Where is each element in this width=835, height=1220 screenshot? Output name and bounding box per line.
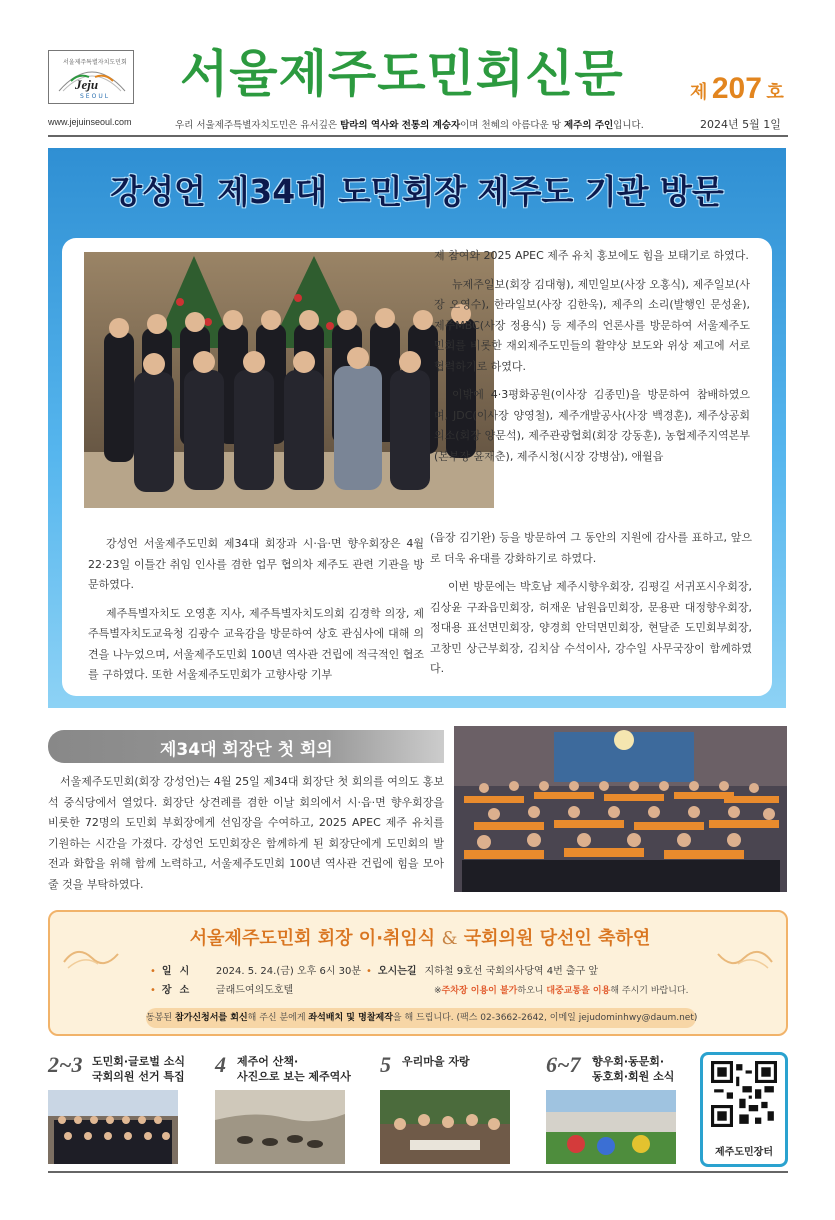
index-item-2-3[interactable] xyxy=(48,1052,208,1167)
issue-date: 2024년 5월 1일 xyxy=(700,118,781,131)
paragraph: 이번 방문에는 박호남 제주시향우회장, 김평길 서귀포시우회장, 김상윤 구좌읍민회장, 허재운 남원읍민회장, 문용판 대정향우회장, 정대용 표선면민회장, 양경희 안덕면민회장, 현달준 도민회부회장, 고창민 상근부회장, 김치삼 수석이사, 강수일 사무국장이 함께하였다. xyxy=(430,580,752,675)
motto-bold: 탐라의 역사와 전통의 계승자 xyxy=(340,120,461,131)
rsvp-bold: 좌석배치 및 명찰제작 xyxy=(308,1013,393,1023)
event-banner xyxy=(48,910,788,1036)
note-part: 하오니 xyxy=(517,986,547,996)
event-route-label: 오시는길 xyxy=(377,966,417,977)
index-thumbnail[interactable] xyxy=(546,1090,676,1164)
issue-prefix: 제 xyxy=(690,82,708,102)
masthead xyxy=(0,0,835,140)
index-thumbnail[interactable] xyxy=(215,1090,345,1164)
event-date-label: 일시 xyxy=(161,966,198,977)
feature-text-right-lower xyxy=(430,528,752,688)
motto-part: 입니다. xyxy=(613,120,644,131)
rsvp-bold: 참가신청서를 회신 xyxy=(174,1013,248,1023)
event-place-row xyxy=(150,981,293,996)
motto-part: 이며 천혜의 아름다운 땅 xyxy=(460,120,564,131)
event-place-label: 장소 xyxy=(161,985,198,996)
index-label: 우리마을 자랑 xyxy=(402,1055,470,1068)
bullet-icon: • xyxy=(150,985,156,996)
event-place-value: 글래드여의도호텔 xyxy=(215,985,294,996)
feature-section xyxy=(48,148,786,708)
rsvp-part: 동봉된 xyxy=(146,1013,175,1023)
issue-value: 207 xyxy=(711,72,762,105)
note-highlight: 대중교통을 이용 xyxy=(546,986,611,996)
logo-sub-text: SEOUL xyxy=(80,93,111,100)
village-photo-icon xyxy=(380,1090,510,1164)
event-route-row xyxy=(366,962,598,977)
feature-headline: 강성언 제34대 도민회장 제주도 기관 방문 xyxy=(110,172,724,211)
paragraph: 이밖에 4·3평화공원(이사장 김종민)을 방문하여 참배하였으며, JDC(이사장 양영철), 제주개발공사(사장 백경훈), 제주상공회의소(회장 양문석), 제주관광협회(회장 강동훈), 농협제주지역본부(본부장 윤재춘), 제주시청(시장 강병삼), 애월읍 xyxy=(434,388,750,463)
note-part: 해 주시기 바랍니다. xyxy=(610,986,689,996)
paragraph: (읍장 김기완) 등을 방문하여 그 동안의 지원에 감사를 표하고, 앞으로 더욱 유대를 강화하기로 하였다. xyxy=(430,531,752,565)
logo[interactable] xyxy=(48,50,134,104)
index-label: 향우회·동문회· 동호회·회원 소식 xyxy=(592,1055,675,1083)
index-item-6-7[interactable] xyxy=(546,1052,706,1167)
index-pages: 5 xyxy=(380,1052,391,1077)
index-pages: 6~7 xyxy=(546,1052,581,1077)
event-title xyxy=(50,924,790,950)
event-title-part: 국회의원 당선인 축하연 xyxy=(463,928,651,949)
group-photo-image-icon xyxy=(84,252,494,508)
event-title-amp: & xyxy=(441,928,458,949)
event-rsvp-bar xyxy=(146,1008,696,1028)
qr-label: 제주도민장터 xyxy=(715,1147,773,1158)
event-title-part: 서울제주도민회 회장 이·취임식 xyxy=(189,928,436,949)
event-route-value: 지하철 9호선 국회의사당역 4번 출구 앞 xyxy=(424,966,599,977)
index-thumbnail[interactable] xyxy=(48,1090,178,1164)
index-item-4[interactable] xyxy=(215,1052,375,1167)
header-divider xyxy=(48,135,788,137)
site-url-link[interactable]: www.jejuinseoul.com xyxy=(48,117,132,127)
rsvp-part: 해 주신 분에게 xyxy=(247,1013,309,1023)
sports-day-photo-icon xyxy=(546,1090,676,1164)
index-pages: 4 xyxy=(215,1052,226,1077)
paragraph: 뉴제주일보(회장 김대형), 제민일보(사장 오홍식), 제주일보(사장 오영수), 한라일보(사장 김한욱), 제주의 소리(발행인 문성윤), 제주MBC(사장 정용식) 등 제주의 언론사를 방문하여 서울제주도민회를 비롯한 재외제주도민들의 활약상 보도와 위상 제고에 서로 협력하기로 하였다. xyxy=(434,277,750,373)
paragraph: 강성언 서울제주도민회 제34대 회장과 시·읍·면 향우회장은 4월 22·23일 이틀간 취임 인사를 겸한 업무 협의차 제주도 관련 기관을 방문하였다. xyxy=(88,537,424,591)
paper-title: 서울제주도민회신문 xyxy=(180,45,624,103)
bullet-icon: • xyxy=(150,966,156,977)
note-highlight: 주차장 이용이 불가 xyxy=(441,986,518,996)
index-label: 제주어 산책· 사진으로 보는 제주역사 xyxy=(237,1055,351,1083)
feature-card xyxy=(62,238,772,696)
logo-ring-text: 서울제주특별자치도민회 xyxy=(63,59,127,66)
logo-text: Jeju xyxy=(75,77,99,92)
issue-number xyxy=(690,72,784,106)
rsvp-part: 을 해 드립니다. (팩스 02-3662-2642, 이메일 jejudominhwy@daum.net) xyxy=(392,1013,698,1023)
feature-text-left xyxy=(88,534,424,694)
index-thumbnail[interactable] xyxy=(380,1090,510,1164)
event-date-row xyxy=(150,962,361,977)
qr-code-box[interactable] xyxy=(700,1052,788,1167)
motto-bold: 제주의 주인 xyxy=(563,120,614,131)
index-pages: 2~3 xyxy=(48,1052,83,1077)
index-item-5[interactable] xyxy=(380,1052,540,1167)
group-photo[interactable] xyxy=(84,252,494,508)
meeting-photo-image-icon xyxy=(454,726,787,892)
note-part: ※ xyxy=(434,986,442,996)
feature-text-right xyxy=(434,246,750,475)
article2-body: 서울제주도민회(회장 강성언)는 4월 25일 제34대 회장단 첫 회의를 여의도 홍보석 중식당에서 열었다. 회장단 상견례를 겸한 이날 회의에서 시·읍·면 향우회장을 비롯한 72명의 도민회 부회장에게 선임장을 수여하고, 2025 APEC 제주 유치를 기원하는 시간을 가졌다. 강성언 도민회장은 함께하게 된 회장단에게 도민회의 발전과 화합을 위해 함께 노력하고, 서울제주도민회 100년 역사관 건립에 힘을 모아줄 것을 부탁하였다. xyxy=(48,775,444,891)
paragraph: 제주특별자치도 오영훈 지사, 제주특별자치도의회 김경학 의장, 제주특별자치도교육청 김광수 교육감을 방문하여 상호 관심사에 대해 의견을 나누었으며, 서울제주도민회 100년 역사관 건립에 적극적인 협조를 구하였다. 또한 서울제주도민회가 고향사랑 기부 xyxy=(88,606,424,681)
index-label: 도민회·글로벌 소식 국회의원 선거 특집 xyxy=(92,1055,186,1083)
motto-part: 우리 서울제주특별자치도민은 유서깊은 xyxy=(175,120,341,131)
article2-title: 제34대 회장단 첫 회의 xyxy=(160,740,333,760)
historic-photo-icon xyxy=(215,1090,345,1164)
group-thumbnail-icon xyxy=(48,1090,178,1164)
paragraph: 제 참여와 2025 APEC 제주 유치 홍보에도 힘을 보태기로 하였다. xyxy=(434,249,749,262)
issue-suffix: 호 xyxy=(766,82,784,102)
motto xyxy=(175,117,644,131)
meeting-photo[interactable] xyxy=(454,726,787,892)
footer-divider xyxy=(48,1171,788,1173)
qr-code-icon xyxy=(711,1061,777,1127)
event-date-value: 2024. 5. 24.(금) 오후 6시 30분 xyxy=(215,966,362,977)
event-parking-note xyxy=(434,983,688,996)
article2-header xyxy=(48,730,444,763)
bullet-icon: • xyxy=(366,966,372,977)
